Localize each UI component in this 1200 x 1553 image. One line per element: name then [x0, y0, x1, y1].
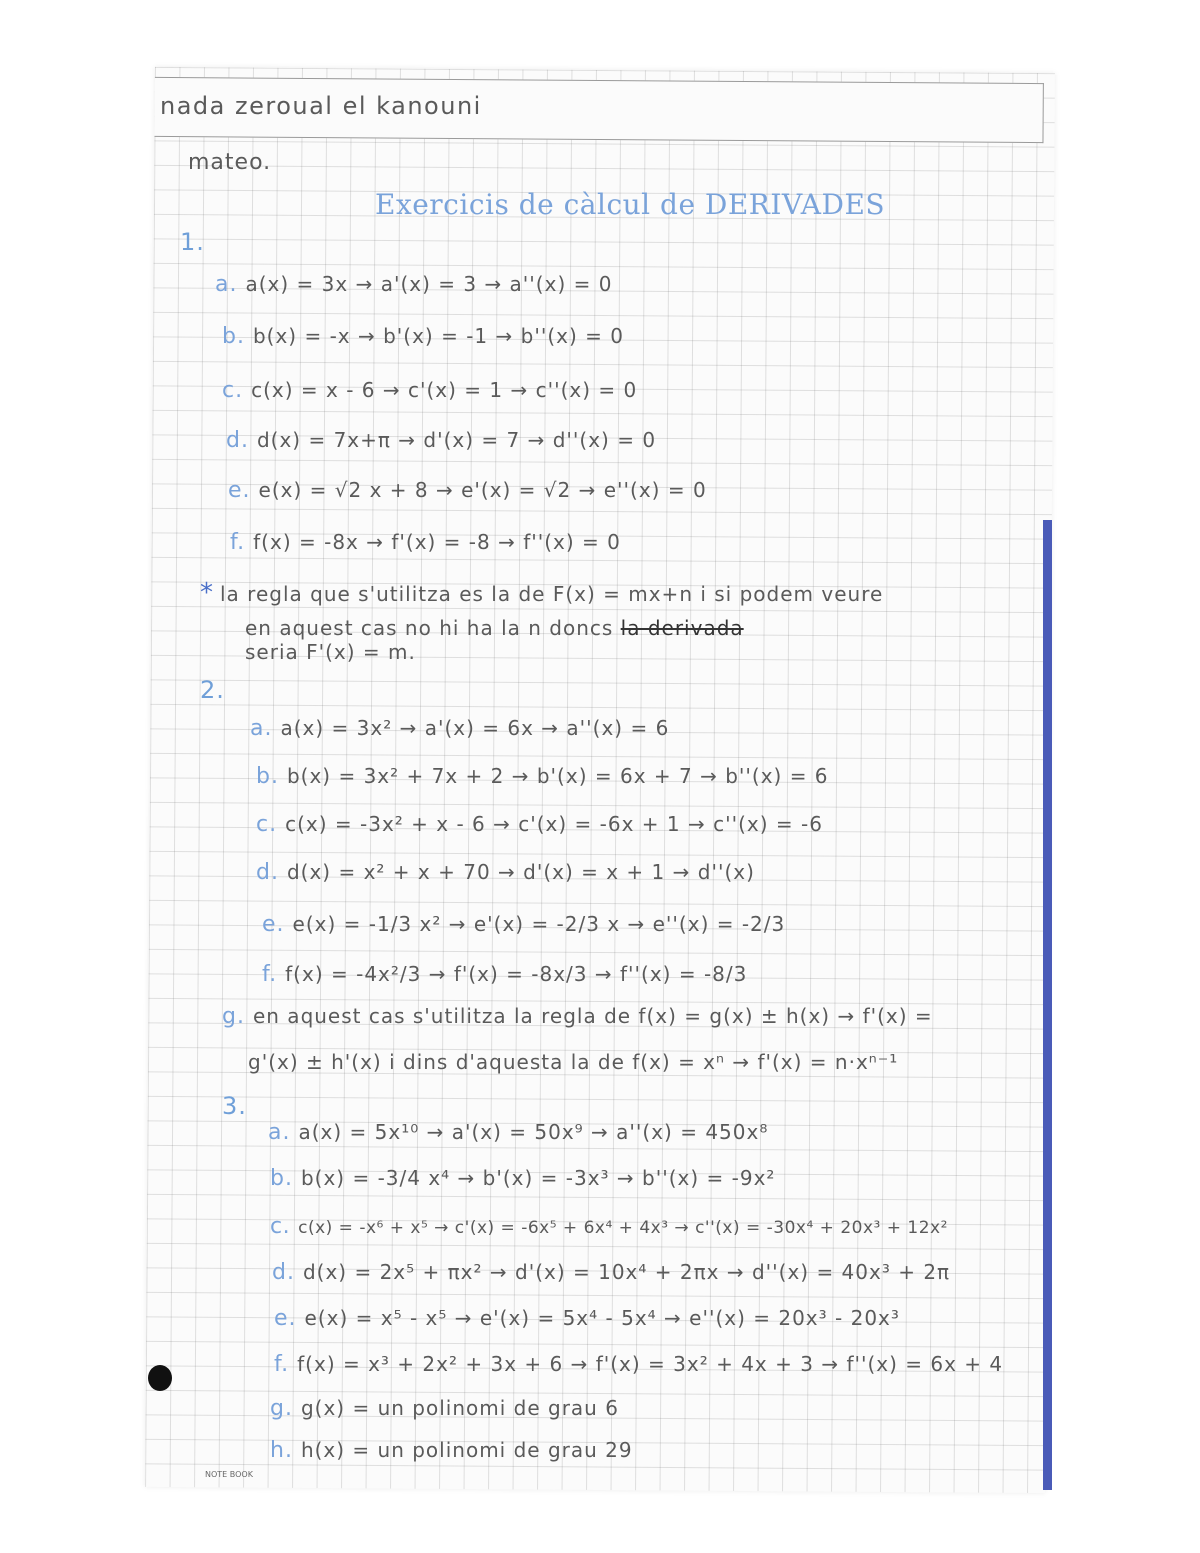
exercise-label: d. [256, 860, 279, 885]
exercise-1c [222, 378, 637, 403]
exercise-text: a(x) = 5x¹⁰ → a'(x) = 50x⁹ → a''(x) = 450x⁸ [298, 1120, 769, 1144]
exercise-2g-line-2: g'(x) ± h'(x) i dins d'aquesta la de f(x) = xⁿ → f'(x) = n·xⁿ⁻¹ [248, 1050, 899, 1074]
exercise-text: f(x) = -4x²/3 → f'(x) = -8x/3 → f''(x) = -8/3 [285, 962, 748, 986]
exercise-label: g. [270, 1396, 293, 1421]
exercise-label: a. [268, 1120, 291, 1145]
note-line-1 [200, 578, 883, 608]
exercise-label: h. [270, 1438, 293, 1463]
exercise-text: e(x) = x⁵ - x⁵ → e'(x) = 5x⁴ - 5x⁴ → e''(x) = 20x³ - 20x³ [304, 1306, 900, 1330]
exercise-1b [222, 324, 624, 349]
section-2-number: 2. [200, 676, 225, 704]
exercise-label: c. [222, 378, 244, 403]
exercise-text: c(x) = -3x² + x - 6 → c'(x) = -6x + 1 → c''(x) = -6 [285, 812, 823, 836]
exercise-text: e(x) = -1/3 x² → e'(x) = -2/3 x → e''(x) = -2/3 [292, 912, 786, 936]
exercise-2e [262, 912, 785, 937]
exercise-label: d. [272, 1260, 295, 1285]
exercise-text: b(x) = -3/4 x⁴ → b'(x) = -3x³ → b''(x) = -9x² [300, 1166, 776, 1190]
section-1-number: 1. [180, 228, 205, 256]
exercise-text: f(x) = x³ + 2x² + 3x + 6 → f'(x) = 3x² + 4x + 3 → f''(x) = 6x + 4 [297, 1352, 1004, 1376]
note-text: la regla que s'utilitza es la de F(x) = mx+n i si podem veure [220, 582, 884, 606]
exercise-text: c(x) = x - 6 → c'(x) = 1 → c''(x) = 0 [251, 378, 638, 402]
exercise-label: f. [262, 962, 278, 987]
exercise-3a [268, 1120, 768, 1145]
exercise-1d [226, 428, 656, 453]
note-text: en aquest cas no hi ha la n doncs [245, 616, 614, 640]
exercise-label: f. [274, 1352, 290, 1377]
exercise-2c [256, 812, 823, 837]
exercise-label: b. [270, 1166, 293, 1191]
notebook-brand: NOTE BOOK [205, 1470, 253, 1479]
exercise-3c [270, 1214, 948, 1239]
exercise-1f [230, 530, 621, 555]
asterisk-icon: * [200, 578, 214, 608]
exercise-1e [228, 478, 707, 503]
exercise-text: h(x) = un polinomi de grau 29 [300, 1438, 633, 1462]
exercise-label: a. [215, 272, 238, 297]
exercise-2a [250, 716, 669, 741]
exercise-label: c. [256, 812, 278, 837]
exercise-2g-line-1 [222, 1004, 933, 1029]
exercise-3h [270, 1438, 633, 1463]
exercise-text: f(x) = -8x → f'(x) = -8 → f''(x) = 0 [253, 530, 621, 554]
exercise-3d [272, 1260, 950, 1285]
exercise-label: b. [256, 764, 279, 789]
exercise-label: f. [230, 530, 246, 555]
exercise-text: e(x) = √2 x + 8 → e'(x) = √2 → e''(x) = 0 [258, 478, 707, 502]
exercise-text: a(x) = 3x → a'(x) = 3 → a''(x) = 0 [245, 272, 613, 296]
exercise-label: a. [250, 716, 273, 741]
exercise-label: e. [274, 1306, 297, 1331]
exercise-label: e. [262, 912, 285, 937]
exercise-label: e. [228, 478, 251, 503]
page-edge-shadow [1043, 520, 1052, 1490]
exercise-1a [215, 272, 612, 297]
exercise-text: d(x) = 7x+π → d'(x) = 7 → d''(x) = 0 [256, 428, 657, 452]
exercise-2b [256, 764, 829, 789]
exercise-text: b(x) = 3x² + 7x + 2 → b'(x) = 6x + 7 → b''(x) = 6 [286, 764, 829, 788]
exercise-3f [274, 1352, 1003, 1377]
student-name: nada zeroual el kanouni [160, 92, 482, 120]
exercise-text: c(x) = -x⁶ + x⁵ → c'(x) = -6x⁵ + 6x⁴ + 4x³ → c''(x) = -30x⁴ + 20x³ + 12x² [298, 1218, 948, 1238]
exercise-text: en aquest cas s'utilitza la regla de f(x) = g(x) ± h(x) → f'(x) = [252, 1004, 933, 1028]
page-title: Exercicis de càlcul de DERIVADES [375, 188, 886, 221]
exercise-text: g(x) = un polinomi de grau 6 [300, 1396, 619, 1420]
binder-hole [148, 1365, 172, 1391]
exercise-2d [256, 860, 755, 885]
exercise-text: b(x) = -x → b'(x) = -1 → b''(x) = 0 [252, 324, 624, 348]
exercise-label: b. [222, 324, 245, 349]
note-struck-text: la derivada [620, 616, 744, 640]
exercise-text: a(x) = 3x² → a'(x) = 6x → a''(x) = 6 [280, 716, 670, 740]
exercise-2f [262, 962, 747, 987]
exercise-text: d(x) = x² + x + 70 → d'(x) = x + 1 → d''(x) [286, 860, 755, 884]
section-3-number: 3. [222, 1092, 247, 1120]
exercise-label: d. [226, 428, 249, 453]
exercise-text: d(x) = 2x⁵ + πx² → d'(x) = 10x⁴ + 2πx → d''(x) = 40x³ + 2π [302, 1260, 951, 1284]
subject-label: mateo. [188, 150, 272, 175]
note-line-3: seria F'(x) = m. [245, 640, 416, 664]
exercise-3e [274, 1306, 900, 1331]
exercise-3g [270, 1396, 619, 1421]
exercise-label: c. [270, 1214, 291, 1239]
note-line-2 [245, 616, 744, 640]
exercise-label: g. [222, 1004, 245, 1029]
exercise-3b [270, 1166, 775, 1191]
